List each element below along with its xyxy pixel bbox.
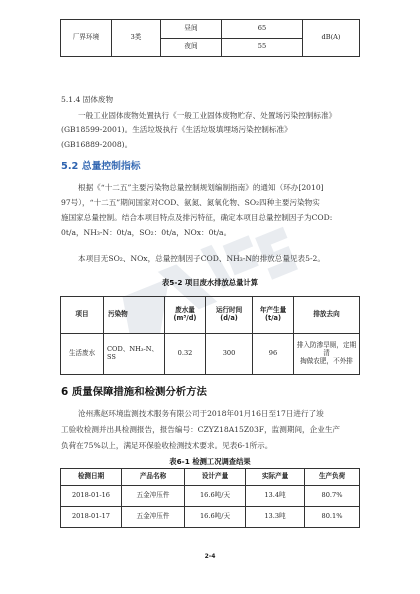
- noise-standard-table: [60, 19, 360, 57]
- table-cell: 13.4吨: [246, 486, 305, 507]
- table-cell: 五金冲压件: [122, 507, 185, 528]
- table-row: [61, 507, 360, 528]
- table-cell: 2018-01-17: [61, 507, 122, 528]
- paragraph-line: (GB18599-2001)。生活垃圾执行《生活垃圾填埋场污染控制标准》: [61, 125, 292, 134]
- paragraph-line: 施国家总量控制。结合本项目特点及排污特征，确定本项目总量控制因子为COD:: [61, 213, 333, 222]
- paragraph-line: 根据《“十二五”主要污染物总量控制规划编制指南》的通知（环办[2010]: [78, 183, 324, 192]
- table-header: 年产生量 (t/a): [253, 297, 294, 334]
- table-cell: 96: [253, 334, 294, 375]
- table-cell: 厂界环境: [61, 20, 112, 57]
- table-header: 检测日期: [61, 469, 122, 486]
- table-cell: 夜间: [161, 38, 222, 57]
- table-cell: 300: [206, 334, 253, 375]
- table-cell: 16.6吨/天: [185, 486, 246, 507]
- wastewater-table: [60, 296, 360, 375]
- table-cell: 13.3吨: [246, 507, 305, 528]
- table-cell: 3类: [112, 20, 161, 57]
- paragraph-line: 97号），“十二五”期间国家对COD、氨氮、氮氧化物、SO₂四种主要污染物实: [61, 198, 320, 207]
- paragraph-line: (GB16889-2008)。: [61, 140, 133, 149]
- table-cell: 昼间: [161, 20, 222, 39]
- paragraph-line: 0t/a，NH₃-N：0t/a，SO₂：0t/a，NOx：0t/a。: [61, 228, 232, 237]
- section-heading-6: 6 质量保障措施和检测分析方法: [61, 386, 207, 398]
- table-header: 实际产量: [246, 469, 305, 486]
- table-cell: 55: [222, 38, 303, 57]
- table-header: 生产负荷: [305, 469, 360, 486]
- operating-conditions-table: [60, 468, 360, 528]
- paragraph-line: 工验收检测并出具检测报告，报告编号：CZYZ18A15Z03F，监测期间，企业生产: [61, 425, 341, 434]
- table-cell: COD、NH₃-N、 SS: [104, 334, 165, 375]
- table-row: [61, 486, 360, 507]
- section-heading-52: 5.2 总量控制指标: [61, 161, 141, 172]
- table-header: 排放去向: [294, 297, 360, 334]
- table-header: 污染物: [104, 297, 165, 334]
- table-cell: 2018-01-16: [61, 486, 122, 507]
- table-header: 废水量 (m³/d): [165, 297, 206, 334]
- table-cell: 五金冲压件: [122, 486, 185, 507]
- table-caption: 表6-1 检测工况调查结果: [169, 457, 251, 466]
- table-cell: 80.1%: [305, 507, 360, 528]
- table-cell: 0.32: [165, 334, 206, 375]
- table-cell: 生活废水: [61, 334, 104, 375]
- table-cell: 65: [222, 20, 303, 39]
- table-cell: dB(A): [303, 20, 360, 57]
- table-cell: 16.6吨/天: [185, 507, 246, 528]
- table-header: 产品名称: [122, 469, 185, 486]
- section-heading-514: 5.1.4 固体废物: [61, 95, 114, 104]
- paragraph-line: 本项目无SO₂、NOx，总量控制因子COD、NH₃-N的排放总量见表5-2。: [78, 254, 325, 263]
- paragraph-line: 负荷在75%以上，满足环保验收检测技术要求。见表6-1所示。: [61, 441, 273, 450]
- table-header: 项目: [61, 297, 104, 334]
- table-header: 设计产量: [185, 469, 246, 486]
- page-number: 2-4: [204, 553, 216, 560]
- table-cell: 80.7%: [305, 486, 360, 507]
- table-caption: 表5-2 项目废水排放总量计算: [162, 278, 258, 287]
- paragraph-line: 一般工业固体废物处置执行《一般工业固体废物贮存、处置场污染控制标准》: [78, 111, 337, 120]
- table-cell: 排入防渗旱厕，定期清 掏做农肥，不外排: [294, 334, 360, 375]
- table-header: 运行时间 (d/a): [206, 297, 253, 334]
- paragraph-line: 沧州燕赵环境监测技术服务有限公司于2018年01月16日至17日进行了竣: [78, 409, 324, 418]
